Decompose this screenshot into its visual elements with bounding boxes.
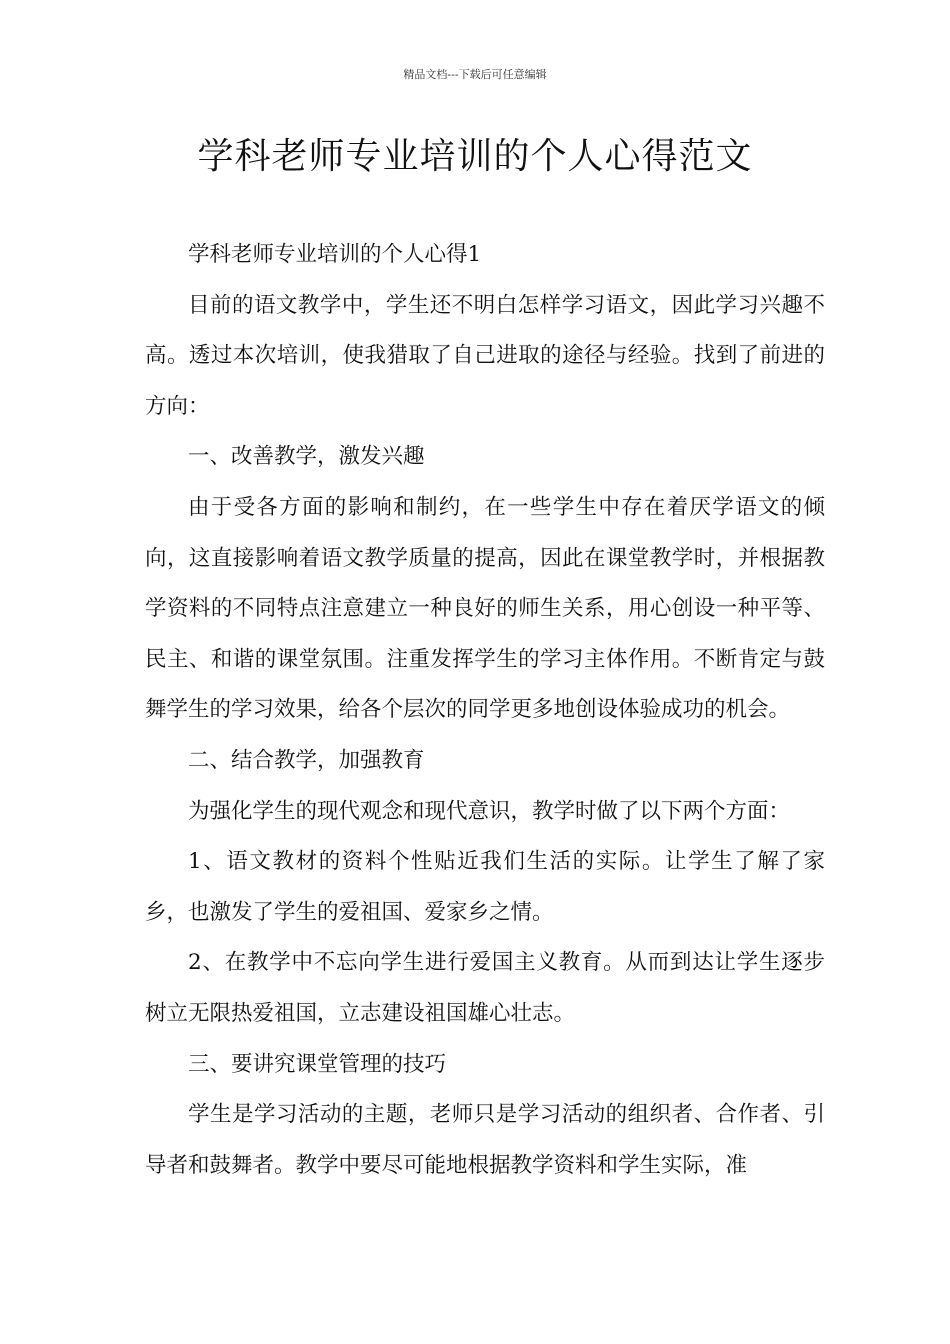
section-heading-2: 二、结合教学，加强教育	[188, 747, 425, 773]
list-item-2: 2、在教学中不忘向学生进行爱国主义教育。从而到达让学生逐步树立无限热爱祖国，立志建设祖国雄心壮志。	[145, 950, 825, 1026]
document-title: 学科老师专业培训的个人心得范文	[197, 136, 753, 177]
section-heading-1: 一、改善教学，激发兴趣	[188, 444, 425, 470]
body-paragraph: 学生是学习活动的主题，老师只是学习活动的组织者、合作者、引导者和鼓舞者。教学中要尽可能地根据教学资料和学生实际，准	[145, 1102, 825, 1178]
body-paragraph: 由于受各方面的影响和制约，在一些学生中存在着厌学语文的倾向，这直接影响着语文教学质量的提高，因此在课堂教学时，并根据教学资料的不同特点注意建立一种良好的师生关系，用心创设一种平等、民主、和谐的课堂氛围。注重发挥学生的学习主体作用。不断肯定与鼓舞学生的学习效果，给各个层次的同学更多地创设体验成功的机会。	[145, 494, 825, 723]
body-paragraph: 目前的语文教学中，学生还不明白怎样学习语文，因此学习兴趣不高。透过本次培训，使我猎取了自己进取的途径与经验。找到了前进的方向：	[145, 292, 825, 419]
subtitle-paragraph: 学科老师专业培训的个人心得1	[188, 242, 482, 267]
header-note: 精品文档---下载后可任意编辑	[403, 68, 547, 81]
section-heading-3: 三、要讲究课堂管理的技巧	[188, 1051, 447, 1077]
list-item-1: 1、语文教材的资料个性贴近我们生活的实际。让学生了解了家乡，也激发了学生的爱祖国、爱家乡之情。	[145, 849, 825, 925]
document-body	[145, 230, 825, 1191]
body-paragraph: 为强化学生的现代观念和现代意识，教学时做了以下两个方面：	[188, 798, 791, 824]
